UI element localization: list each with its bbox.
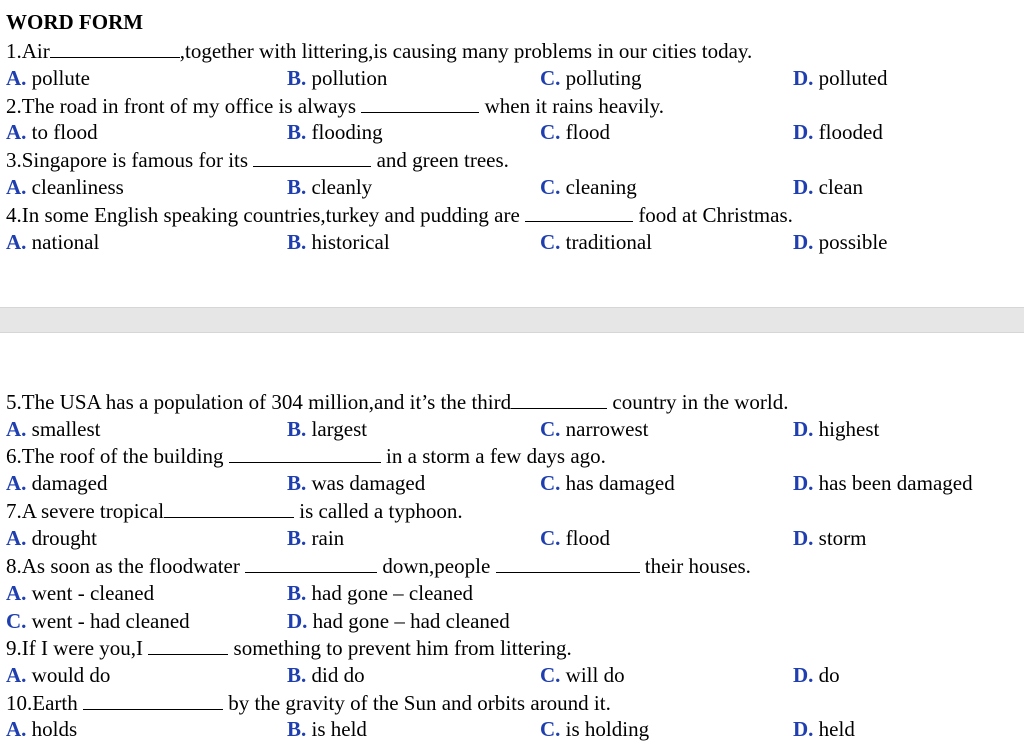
question-5-text-before: 5.The USA has a population of 304 million,and it’s the third (6, 390, 512, 414)
option-c: C. has damaged (540, 471, 675, 495)
option-b: B. did do (287, 663, 365, 687)
option-c: C. narrowest (540, 417, 649, 441)
option-c: C. cleaning (540, 175, 637, 199)
question-3-text-before: 3.Singapore is famous for its (6, 148, 254, 172)
option-d: D. storm (793, 526, 867, 550)
option-b: B. was damaged (287, 471, 426, 495)
answer-blank (361, 95, 479, 113)
option-b: B. historical (287, 230, 390, 254)
option-d: D. highest (793, 417, 880, 441)
answer-blank (50, 40, 180, 58)
answer-blank (525, 204, 633, 222)
question-10-text-after: by the gravity of the Sun and orbits around it. (222, 691, 611, 715)
answer-blank (229, 445, 381, 463)
option-c: C. flood (540, 526, 610, 550)
answer-blank (496, 555, 640, 573)
option-c: C. flood (540, 120, 610, 144)
option-b: B. flooding (287, 120, 383, 144)
question-5 (6, 389, 789, 415)
question-7-text-after: is called a typhoon. (294, 499, 463, 523)
question-5-text-after: country in the world. (607, 390, 789, 414)
answer-blank (253, 149, 371, 167)
option-a: A. smallest (6, 417, 101, 441)
question-2-text-after: when it rains heavily. (479, 94, 665, 118)
option-c: C. went - had cleaned (6, 609, 190, 633)
option-a: A. to flood (6, 120, 98, 144)
option-a: A. pollute (6, 66, 90, 90)
answer-blank (245, 555, 377, 573)
option-a: A. national (6, 230, 100, 254)
option-d: D. has been damaged (793, 471, 973, 495)
option-a: A. would do (6, 663, 111, 687)
question-2 (6, 93, 664, 119)
question-7-text-before: 7.A severe tropical (6, 499, 165, 523)
question-10-text-before: 10.Earth (6, 691, 83, 715)
question-2-text-before: 2.The road in front of my office is always (6, 94, 362, 118)
question-9 (6, 635, 572, 661)
page-title: WORD FORM (6, 10, 144, 34)
option-a: A. went - cleaned (6, 581, 155, 605)
option-c: C. is holding (540, 717, 650, 741)
option-c: C. traditional (540, 230, 652, 254)
question-8 (6, 553, 751, 579)
option-d: D. possible (793, 230, 888, 254)
question-4-text-before: 4.In some English speaking countries,turkey and pudding are (6, 203, 526, 227)
question-3 (6, 147, 509, 173)
question-6-text-after: in a storm a few days ago. (380, 444, 606, 468)
question-1 (6, 38, 752, 64)
option-d: D. held (793, 717, 855, 741)
question-6 (6, 443, 606, 469)
option-d: D. had gone – had cleaned (287, 609, 510, 633)
option-d: D. do (793, 663, 840, 687)
question-7 (6, 498, 463, 524)
option-b: B. pollution (287, 66, 388, 90)
question-3-text-after: and green trees. (371, 148, 509, 172)
option-b: B. cleanly (287, 175, 373, 199)
question-10 (6, 690, 611, 716)
answer-blank (83, 692, 223, 710)
question-8-text-before: 8.As soon as the floodwater (6, 554, 246, 578)
question-9-text-after: something to prevent him from littering. (228, 636, 572, 660)
option-b: B. rain (287, 526, 345, 550)
option-d: D. clean (793, 175, 863, 199)
option-a: A. cleanliness (6, 175, 124, 199)
option-b: B. is held (287, 717, 367, 741)
option-c: C. will do (540, 663, 625, 687)
question-4 (6, 202, 793, 228)
question-1-text-before: 1.Air (6, 39, 50, 63)
option-b: B. largest (287, 417, 368, 441)
option-a: A. drought (6, 526, 97, 550)
option-a: A. damaged (6, 471, 108, 495)
answer-blank (511, 391, 607, 409)
answer-blank (148, 637, 228, 655)
option-a: A. holds (6, 717, 78, 741)
question-4-text-after: food at Christmas. (633, 203, 793, 227)
page-separator (0, 307, 1024, 333)
question-8-text-after: their houses. (639, 554, 751, 578)
question-6-text-before: 6.The roof of the building (6, 444, 229, 468)
option-c: C. polluting (540, 66, 642, 90)
option-d: D. flooded (793, 120, 883, 144)
question-8-text-middle: down,people (377, 554, 496, 578)
option-d: D. polluted (793, 66, 888, 90)
answer-blank (164, 500, 294, 518)
option-b: B. had gone – cleaned (287, 581, 474, 605)
question-1-text-after: ,together with littering,is causing many problems in our cities today. (179, 39, 753, 63)
question-9-text-before: 9.If I were you,I (6, 636, 149, 660)
